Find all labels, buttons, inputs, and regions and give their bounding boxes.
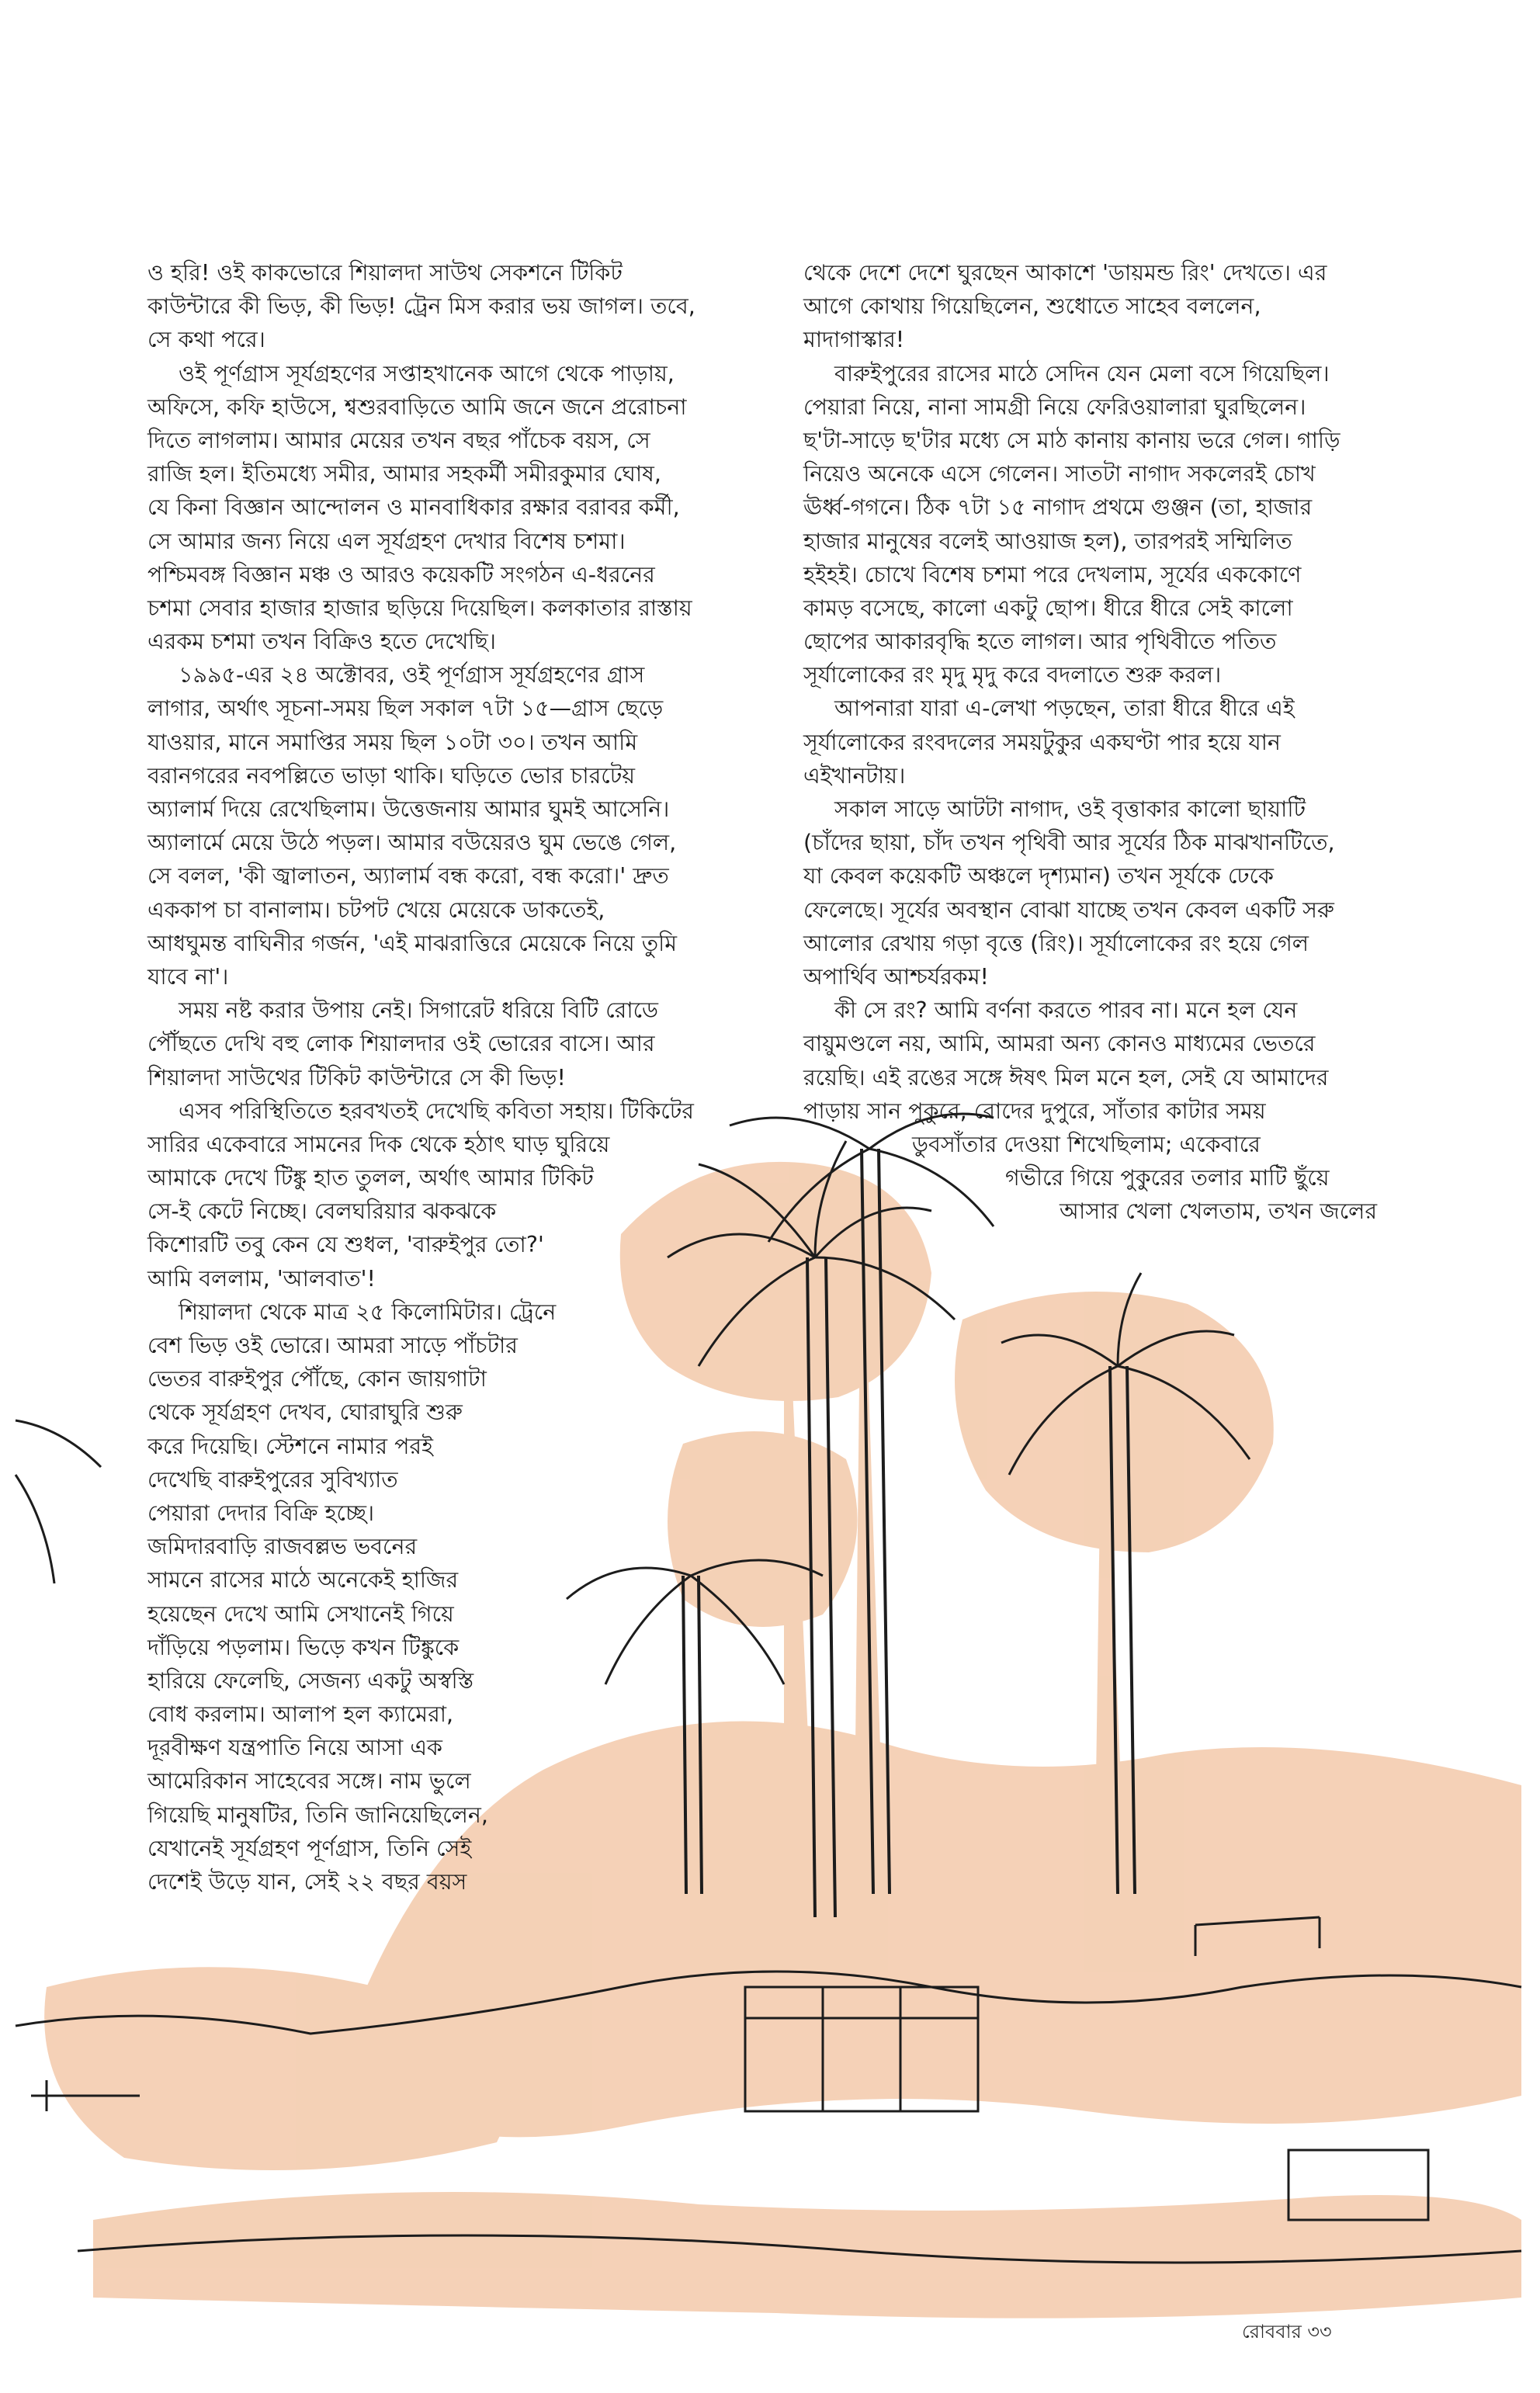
text-line: সকাল সাড়ে আটটা নাগাদ, ওই বৃত্তাকার কালো ছায়াটি — [834, 796, 1306, 822]
text-line: চশমা সেবার হাজার হাজার ছড়িয়ে দিয়েছিল। কলকাতার রাস্তায় — [147, 595, 692, 621]
text-line: ওই পূর্ণগ্রাস সূর্যগ্রহণের সপ্তাহখানেক আগে থেকে পাড়ায়, — [179, 360, 675, 387]
text-line: যেখানেই সূর্যগ্রহণ পূর্ণগ্রাস, তিনি সেই — [147, 1835, 472, 1861]
text-line: ১৯৯৫-এর ২৪ অক্টোবর, ওই পূর্ণগ্রাস সূর্যগ্রহণের গ্রাস — [179, 662, 645, 688]
text-line: দাঁড়িয়ে পড়লাম। ভিড়ে কখন টিঙ্কুকে — [147, 1634, 460, 1660]
text-line: কী সে রং? আমি বর্ণনা করতে পারব না। মনে হল যেন — [834, 997, 1298, 1024]
text-line: যা কেবল কয়েকটি অঞ্চলে দৃশ্যমান) তখন সূর্যকে ঢেকে — [803, 863, 1274, 890]
text-line: থেকে দেশে দেশে ঘুরছেন আকাশে 'ডায়মন্ড রিং' দেখতে। এর — [803, 260, 1327, 286]
text-line: এইখানটায়। — [803, 762, 906, 789]
text-line: হারিয়ে ফেলেছি, সেজন্য একটু অস্বস্তি — [147, 1667, 474, 1694]
text-line: গিয়েছি মানুষটির, তিনি জানিয়েছিলেন, — [147, 1802, 488, 1828]
text-line: অপার্থিব আশ্চর্যরকম! — [803, 963, 989, 990]
text-line: কিশোরটি তবু কেন যে শুধল, 'বারুইপুর তো?' — [147, 1232, 544, 1258]
text-line: কাউন্টারে কী ভিড়, কী ভিড়! ট্রেন মিস করার ভয় জাগল। তবে, — [147, 293, 695, 320]
text-line: রয়েছি। এই রঙের সঙ্গে ঈষৎ মিল মনে হল, সেই যে আমাদের — [803, 1064, 1329, 1091]
text-line: ও হরি! ওই কাকভোরে শিয়ালদা সাউথ সেকশনে টিকিট — [147, 260, 623, 286]
text-line: বারুইপুরের রাসের মাঠে সেদিন যেন মেলা বসে গিয়েছিল। — [834, 360, 1330, 387]
text-line: আলোর রেখায় গড়া বৃত্তে (রিং)। সূর্যালোকের রং হয়ে গেল — [803, 930, 1309, 956]
text-line: সে বলল, 'কী জ্বালাতন, অ্যালার্ম বন্ধ করো, বন্ধ করো।' দ্রুত — [147, 863, 669, 890]
text-line: নিয়েও অনেকে এসে গেলেন। সাতটা নাগাদ সকলেরই চোখ — [803, 461, 1316, 487]
text-line: বায়ুমণ্ডলে নয়, আমি, আমরা অন্য কোনও মাধ্যমের ভেতরে — [803, 1031, 1316, 1057]
text-line: যাওয়ার, মানে সমাপ্তির সময় ছিল ১০টা ৩০। তখন আমি — [147, 729, 638, 755]
text-line: দূরবীক্ষণ যন্ত্রপাতি নিয়ে আসা এক — [147, 1735, 442, 1761]
text-line: পেয়ারা দেদার বিক্রি হচ্ছে। — [147, 1500, 375, 1526]
text-line: যে কিনা বিজ্ঞান আন্দোলন ও মানবাধিকার রক্ষার বরাবর কর্মী, — [147, 494, 680, 521]
left-text-column — [147, 256, 695, 1899]
text-line: আমেরিকান সাহেবের সঙ্গে। নাম ভুলে — [147, 1768, 471, 1795]
text-line: লাগার, অর্থাৎ সূচনা-সময় ছিল সকাল ৭টা ১৫—গ্রাস ছেড়ে — [147, 695, 664, 722]
text-line: যাবে না'। — [147, 963, 229, 990]
text-line: সময় নষ্ট করার উপায় নেই। সিগারেট ধরিয়ে বিটি রোডে — [179, 997, 659, 1024]
text-line: জমিদারবাড়ি রাজবল্লভ ভবনের — [147, 1534, 418, 1560]
right-text-column — [803, 256, 1377, 1228]
page-footer: রোববার ৩৩ — [1242, 2321, 1332, 2343]
text-line: ছোপের আকারবৃদ্ধি হতে লাগল। আর পৃথিবীতে পতিত — [803, 629, 1277, 655]
text-line: আধঘুমন্ত বাঘিনীর গর্জন, 'এই মাঝরাত্তিরে মেয়েকে নিয়ে তুমি — [147, 930, 678, 956]
text-line: শিয়ালদা সাউথের টিকিট কাউন্টারে সে কী ভিড়! — [147, 1064, 566, 1091]
text-line: করে দিয়েছি। স্টেশনে নামার পরই — [147, 1433, 433, 1459]
text-line: আমি বললাম, 'আলবাত'! — [147, 1265, 376, 1292]
text-line: বোধ করলাম। আলাপ হল ক্যামেরা, — [147, 1701, 454, 1728]
text-line: বরানগরের নবপল্লিতে ভাড়া থাকি। ঘড়িতে ভোর চারটেয় — [147, 762, 636, 789]
text-line: পাড়ায় সান পুকুরে, রোদের দুপুরে, সাঁতার কাটার সময় — [803, 1098, 1266, 1124]
text-line: দেখেছি বারুইপুরের সুবিখ্যাত — [147, 1466, 398, 1493]
text-line: দিতে লাগলাম। আমার মেয়ের তখন বছর পাঁচেক বয়স, সে — [147, 427, 650, 453]
text-line: সামনে রাসের মাঠে অনেকেই হাজির — [147, 1567, 459, 1594]
text-line: অ্যালার্মে মেয়ে উঠে পড়ল। আমার বউয়েরও ঘুম ভেঙে গেল, — [147, 830, 677, 856]
text-line: থেকে সূর্যগ্রহণ দেখব, ঘোরাঘুরি শুরু — [147, 1399, 463, 1426]
text-line: পেয়ারা নিয়ে, নানা সামগ্রী নিয়ে ফেরিওয়ালারা ঘুরছিলেন। — [803, 394, 1306, 420]
text-line: রাজি হল। ইতিমধ্যে সমীর, আমার সহকর্মী সমীরকুমার ঘোষ, — [147, 461, 661, 487]
text-line: পশ্চিমবঙ্গ বিজ্ঞান মঞ্চ ও আরও কয়েকটি সংগঠন এ-ধরনের — [147, 561, 655, 588]
text-line: সে-ই কেটে নিচ্ছে। বেলঘরিয়ার ঝকঝকে — [147, 1198, 497, 1225]
text-line: পৌঁছতে দেখি বহু লোক শিয়ালদার ওই ভোরের বাসে। আর — [147, 1031, 655, 1057]
text-line: হইহই। চোখে বিশেষ চশমা পরে দেখলাম, সূর্যের এককোণে — [803, 561, 1302, 588]
text-line: অফিসে, কফি হাউসে, শ্বশুরবাড়িতে আমি জনে জনে প্ররোচনা — [147, 394, 687, 420]
text-line: হাজার মানুষের বলেই আওয়াজ হল), তারপরই সম্মিলিত — [803, 528, 1292, 554]
text-line: আমাকে দেখে টিঙ্কু হাত তুলল, অর্থাৎ আমার টিকিট — [147, 1165, 594, 1191]
text-line: মাদাগাস্কার! — [803, 327, 905, 353]
text-line: শিয়ালদা থেকে মাত্র ২৫ কিলোমিটার। ট্রেনে — [179, 1299, 557, 1325]
text-line: সারির একেবারে সামনের দিক থেকে হঠাৎ ঘাড় ঘুরিয়ে — [147, 1131, 610, 1157]
text-line: সে আমার জন্য নিয়ে এল সূর্যগ্রহণ দেখার বিশেষ চশমা। — [147, 528, 626, 554]
text-line: গভীরে গিয়ে পুকুরের তলার মাটি ছুঁয়ে — [1005, 1165, 1330, 1191]
text-line: সে কথা পরে। — [147, 327, 265, 353]
text-line: এককাপ চা বানালাম। চটপট খেয়ে মেয়েকে ডাকতেই, — [147, 897, 605, 923]
text-line: সূর্যালোকের রংবদলের সময়টুকুর একঘণ্টা পার হয়ে যান — [803, 729, 1281, 755]
text-line: অ্যালার্ম দিয়ে রেখেছিলাম। উত্তেজনায় আমার ঘুমই আসেনি। — [147, 796, 670, 822]
text-line: এসব পরিস্থিতিতে হরবখতই দেখেছি কবিতা সহায়। টিকিটের — [179, 1098, 694, 1124]
text-line: ভেতর বারুইপুর পৌঁছে, কোন জায়গাটা — [147, 1366, 487, 1392]
text-line: আপনারা যারা এ-লেখা পড়ছেন, তারা ধীরে ধীরে এই — [834, 695, 1295, 722]
text-line: এরকম চশমা তখন বিক্রিও হতে দেখেছি। — [147, 629, 496, 655]
text-line: ডুবসাঁতার দেওয়া শিখেছিলাম; একেবারে — [912, 1131, 1261, 1157]
text-line: আসার খেলা খেলতাম, তখন জলের — [1060, 1198, 1378, 1225]
text-line: ছ'টা-সাড়ে ছ'টার মধ্যে সে মাঠ কানায় কানায় ভরে গেল। গাড়ি — [803, 427, 1341, 453]
text-line: হয়েছেন দেখে আমি সেখানেই গিয়ে — [147, 1601, 454, 1627]
text-line: কামড় বসেছে, কালো একটু ছোপ। ধীরে ধীরে সেই কালো — [803, 595, 1293, 621]
text-line: সূর্যালোকের রং মৃদু মৃদু করে বদলাতে শুরু করল। — [803, 662, 1222, 688]
text-line: ফেলেছে। সূর্যের অবস্থান বোঝা যাচ্ছে তখন কেবল একটি সরু — [803, 897, 1334, 923]
text-line: বেশ ভিড় ওই ভোরে। আমরা সাড়ে পাঁচটার — [147, 1333, 518, 1358]
text-line: (চাঁদের ছায়া, চাঁদ তখন পৃথিবী আর সূর্যের ঠিক মাঝখানটিতে, — [803, 830, 1335, 856]
text-line: আগে কোথায় গিয়েছিলেন, শুধোতে সাহেব বললেন, — [803, 293, 1261, 320]
text-line: দেশেই উড়ে যান, সেই ২২ বছর বয়স — [147, 1869, 467, 1895]
text-line: ঊর্ধ্ব-গগনে। ঠিক ৭টা ১৫ নাগাদ প্রথমে গুঞ্জন (তা, হাজার — [803, 494, 1313, 521]
